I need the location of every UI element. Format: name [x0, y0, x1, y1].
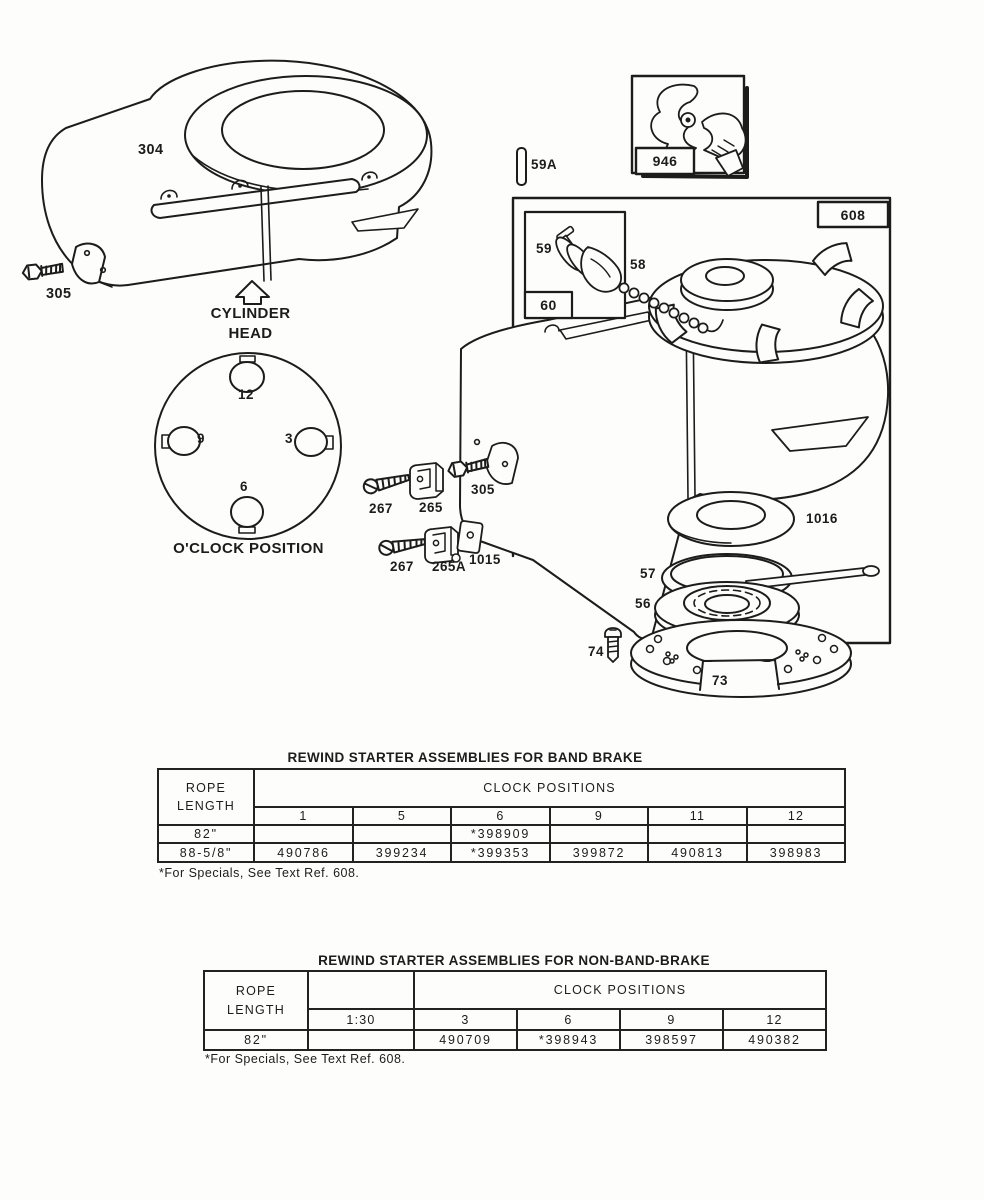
screw-74-drawing	[605, 628, 621, 662]
rope-length-header-cell	[204, 971, 308, 1030]
part-number-cell: *398943	[517, 1030, 620, 1050]
washer-1016-drawing	[668, 492, 794, 546]
callout-267-upper: 267	[369, 500, 393, 516]
starter-clutch-drawing	[649, 239, 883, 363]
table-row	[158, 769, 845, 807]
non-band-brake-table-title: REWIND STARTER ASSEMBLIES FOR NON-BAND-BRAKE	[318, 953, 710, 968]
part-number-cell: 490709	[414, 1030, 517, 1050]
non-band-brake-table	[203, 970, 827, 1051]
part-number-cell	[747, 825, 845, 843]
oclock-position-caption: O'CLOCK POSITION	[173, 540, 324, 557]
column-header: 12	[747, 807, 845, 825]
part-number-cell: 490786	[254, 843, 353, 862]
plate-1015-drawing	[457, 521, 483, 554]
callout-1016: 1016	[806, 510, 838, 526]
column-header: 9	[550, 807, 648, 825]
clock-positions-header-cell: CLOCK POSITIONS	[254, 769, 845, 807]
part-number-cell	[353, 825, 451, 843]
band-brake-table-title: REWIND STARTER ASSEMBLIES FOR BAND BRAKE	[287, 750, 643, 765]
up-arrow-icon	[236, 281, 269, 304]
part-number-cell: *398909	[451, 825, 550, 843]
column-header: 12	[723, 1009, 826, 1030]
rope-length-line2: LENGTH	[177, 799, 235, 813]
callout-265: 265	[419, 499, 443, 515]
part-number-cell: 399872	[550, 843, 648, 862]
callout-59a: 59A	[531, 156, 558, 172]
clock-positions-header-cell: CLOCK POSITIONS	[414, 971, 826, 1009]
screw-267-lower-drawing	[378, 534, 426, 556]
blower-housing-304-drawing	[42, 61, 431, 287]
clip-265-drawing	[410, 463, 443, 499]
bolt-305-top-drawing	[22, 262, 63, 280]
band-brake-footnote: *For Specials, See Text Ref. 608.	[159, 866, 360, 880]
column-header: 9	[620, 1009, 723, 1030]
callout-57: 57	[640, 565, 656, 581]
table-row	[158, 843, 845, 862]
callout-73: 73	[712, 672, 728, 688]
callout-56: 56	[635, 595, 651, 611]
rope-length-line1: ROPE	[185, 780, 227, 795]
rope-length-line2: LENGTH	[227, 1002, 285, 1017]
table-row	[158, 825, 845, 843]
rope-length-cell: 82"	[158, 825, 254, 843]
column-header: 6	[451, 807, 550, 825]
cylinder-head-note: CYLINDER HEAD	[210, 305, 291, 342]
band-brake-table	[157, 768, 846, 863]
part-number-cell	[308, 1030, 414, 1050]
rope-length-cell: 82"	[204, 1030, 308, 1050]
callout-265a: 265A	[432, 558, 467, 574]
part-number-cell: 398983	[747, 843, 845, 862]
callout-305-top: 305	[46, 285, 72, 302]
column-header: 5	[353, 807, 451, 825]
callout-267-lower: 267	[390, 558, 414, 574]
column-header: 11	[648, 807, 747, 825]
column-header: 6	[517, 1009, 620, 1030]
part-number-cell	[254, 825, 353, 843]
part-number-cell: 398597	[620, 1030, 723, 1050]
callout-305-middle: 305	[471, 481, 495, 497]
clock-label-12: 12	[238, 386, 254, 402]
clock-label-9: 9	[197, 430, 205, 446]
part-number-cell: *399353	[451, 843, 550, 862]
non-band-brake-footnote: *For Specials, See Text Ref. 608.	[205, 1052, 406, 1066]
spacer-header-cell	[308, 971, 414, 1009]
callout-946: 946	[652, 153, 678, 169]
callout-608: 608	[840, 207, 866, 223]
table-row	[204, 1030, 826, 1050]
clock-position-drawing	[155, 353, 341, 539]
callout-60: 60	[540, 297, 557, 313]
screw-267-upper-drawing	[362, 470, 410, 495]
part-number-cell	[550, 825, 648, 843]
part-number-cell: 399234	[353, 843, 451, 862]
callout-304: 304	[138, 141, 164, 158]
rope-length-cell: 88-5/8"	[158, 843, 254, 862]
column-header: 1:30	[308, 1009, 414, 1030]
callout-1015: 1015	[469, 551, 501, 567]
rope-length-line1: ROPE	[235, 984, 277, 999]
table-row	[204, 971, 826, 1009]
rope-length-header-cell	[158, 769, 254, 825]
table-row	[158, 807, 845, 825]
callout-58: 58	[630, 256, 646, 272]
callout-74: 74	[588, 643, 604, 659]
part-number-cell	[648, 825, 747, 843]
column-header: 3	[414, 1009, 517, 1030]
roll-pin-59a-drawing	[517, 148, 526, 185]
clock-label-3: 3	[285, 430, 293, 446]
starter-housing-73-drawing	[631, 620, 851, 697]
column-header: 1	[254, 807, 353, 825]
part-number-cell: 490382	[723, 1030, 826, 1050]
clock-label-6: 6	[240, 478, 248, 494]
part-number-cell: 490813	[648, 843, 747, 862]
callout-59: 59	[536, 240, 552, 256]
